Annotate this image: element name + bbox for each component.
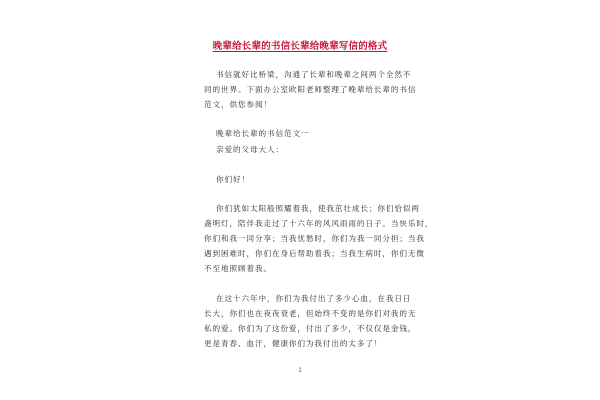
paragraph-line: 私的爱。你们为了这份爱，付出了多少，不仅仅是金钱， [204, 324, 417, 333]
intro-line: 书信就好比桥梁，沟通了长辈和晚辈之间两个全然不 [216, 70, 412, 79]
intro-line: 范文，供您参阅！ [204, 100, 272, 109]
paragraph-line: 长大，你们也在夜夜衰老，但始终不变的是你们对我的无 [204, 309, 417, 318]
paragraph-line: 你们犹如太阳般照耀着我，使我茁壮成长；你们恰似两 [216, 204, 420, 213]
paragraph-line: 更是青春、血汗，健康你们为我付出的太多了！ [204, 339, 383, 348]
page-number: 1 [298, 367, 302, 374]
salutation: 亲爱的父母大人： [216, 145, 284, 154]
paragraph-line: 你们和我一同分享；当我忧愁时，你们为我一同分担；当我 [204, 234, 425, 243]
paragraph-line: 不至地照顾着我。 [204, 264, 272, 273]
greeting: 你们好！ [216, 175, 250, 184]
document-title: 晚辈给长辈的书信长辈给晚辈写信的格式 [212, 41, 388, 52]
sample-heading: 晚辈给长辈的书信范文一 [216, 129, 310, 138]
paragraph-line: 遇到困难时，你们在身后帮助着我；当我生病时，你们无微 [204, 249, 425, 258]
paragraph-line: 在这十六年中，你们为我付出了多少心血，在我日日 [216, 294, 412, 303]
intro-line: 同的世界。下面办公室欧阳老师整理了晚辈给长辈的书信 [204, 85, 417, 94]
paragraph-line: 盏明灯，陪伴我走过了十六年的风风雨雨的日子。当快乐时， [204, 219, 434, 228]
